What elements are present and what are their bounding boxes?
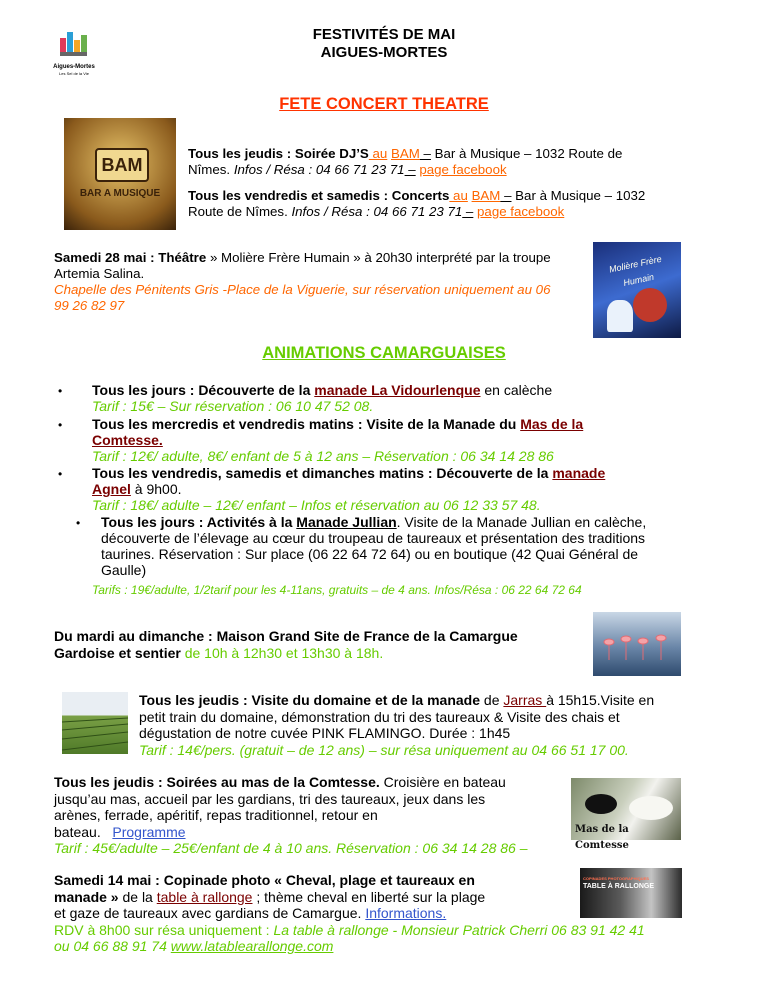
- section-title-fete: FETE CONCERT THEATRE: [279, 95, 489, 113]
- anim-item-1: [92, 382, 692, 414]
- anim-item-3: [92, 465, 692, 513]
- copinade-line2c: ; thème cheval en liberté sur la plage: [252, 888, 486, 905]
- anim-4-line4: Gaulle): [101, 562, 147, 578]
- dash: –: [500, 188, 512, 203]
- copinade-line4b: La table à rallonge - Monsieur Patrick Cherri 06 83 91 42 41: [273, 921, 645, 938]
- anim-4-tail: . Visite de la Manade Jullian en calèche,: [396, 514, 647, 530]
- bam-vendredis-line2: Route de Nîmes.: [188, 204, 292, 219]
- vineyard-icon: [62, 692, 128, 754]
- theatre-rest: » Molière Frère Humain » à 20h30 interprété par la troupe: [206, 250, 551, 265]
- anim-4-line2: découverte de l’élevage au cœur du troupeau de taureaux et présentation des traditions: [101, 530, 646, 546]
- anim-2-lead: Tous les mercredis et vendredis matins : Visite de la Manade du: [92, 416, 517, 432]
- vineyard-image: [62, 692, 128, 754]
- jarras-line3: dégustation de notre cuvée PINK FLAMINGO. Durée : 1h45: [139, 725, 511, 741]
- anim-4-tarif: Tarifs : 19€/adulte, 1/2tarif pour les 4-11ans, gratuits – de 4 ans. Infos/Résa : 06 22 64 72 64: [92, 583, 582, 597]
- anim-item-2: [92, 416, 692, 464]
- comtesse-line3: arènes, ferrade, apéritif, repas traditionnel, retour en: [54, 807, 378, 823]
- comtesse-link-2[interactable]: Comtesse.: [92, 432, 163, 448]
- page-subtitle: AIGUES-MORTES: [320, 44, 448, 61]
- bam-jeudis-infos: Infos / Résa : 04 66 71 23 71: [233, 162, 405, 177]
- anim-4-line3: taurines. Réservation : Sur place (06 22 64 72 64) ou en boutique (42 Quai Général de: [101, 546, 639, 562]
- bullet-icon: •: [58, 418, 63, 432]
- theatre-lead: Samedi 28 mai : Théâtre: [54, 250, 207, 265]
- table-rallonge-link[interactable]: table à rallonge: [156, 888, 253, 905]
- informations-link[interactable]: Informations.: [365, 905, 447, 921]
- theatre-location: Chapelle des Pénitents Gris -Place de la Viguerie, sur réservation uniquement au 06: [54, 282, 551, 297]
- anim-1-tarif: Tarif : 15€ – Sur réservation : 06 10 47 52 08.: [92, 398, 374, 414]
- maison-hours: de 10h à 12h30 et 13h30 à 18h.: [180, 645, 384, 661]
- bam-image-caption: BAR A MUSIQUE: [79, 188, 161, 199]
- theatre-phone: 99 26 82 97: [54, 298, 125, 313]
- comtesse-image: [571, 778, 681, 851]
- copinade-line1: Samedi 14 mai : Copinade photo « Cheval, plage et taureaux en: [54, 872, 475, 888]
- bam-link[interactable]: BAM: [391, 146, 420, 161]
- jarras-tail: à 15h15.Visite en: [546, 692, 655, 708]
- jarras-block: [139, 692, 719, 758]
- bam-vendredis-infos: Infos / Résa : 04 66 71 23 71: [291, 204, 463, 219]
- jarras-line2: petit train du domaine, démonstration du tri des taureaux & Visite des chais et: [139, 708, 620, 725]
- jarras-tarif: Tarif : 14€/pers. (gratuit – de 12 ans) – sur résa uniquement au 04 66 51 17 00.: [139, 741, 629, 758]
- website-link[interactable]: www.latablearallonge.com: [170, 938, 334, 954]
- jarras-link[interactable]: Jarras: [503, 692, 547, 708]
- maison-line2: Gardoise et sentier: [54, 645, 181, 661]
- flamingo-image: [593, 612, 681, 676]
- comtesse-block: [54, 774, 574, 840]
- vidourlenque-link[interactable]: manade La Vidourlenque: [314, 382, 481, 398]
- bullet-icon: •: [58, 467, 63, 481]
- copinade-line4a: RDV à 8h00 sur résa uniquement :: [54, 921, 274, 938]
- table-rallonge-image: [580, 868, 682, 918]
- comtesse-lead: Tous les jeudis : Soirées au mas de la Comtesse.: [54, 774, 380, 790]
- bam-jeudis-au: au: [368, 146, 388, 161]
- comtesse-line2: jusqu’au mas, accueil par les gardians, tri des taureaux, jeux dans les: [54, 790, 486, 807]
- anim-3-lead: Tous les vendredis, samedis et dimanches matins : Découverte de la: [92, 465, 549, 481]
- bam-jeudis-lead: Tous les jeudis : Soirée DJ’S: [188, 146, 369, 161]
- facebook-link[interactable]: page facebook: [419, 162, 507, 177]
- agnel-link[interactable]: manade: [552, 465, 606, 481]
- bam-vendredis-au: au: [449, 188, 468, 203]
- bam-vendredis-lead: Tous les vendredis et samedis : Concerts: [188, 188, 450, 203]
- comtesse-line4: bateau.: [54, 823, 101, 840]
- anim-4-lead: Tous les jours : Activités à la: [101, 514, 293, 530]
- bam-vendredis: [188, 188, 708, 220]
- flamingo-icon: [593, 612, 681, 676]
- anim-1-tail: en calèche: [480, 382, 553, 398]
- bam-image: [64, 118, 176, 230]
- dash: –: [462, 204, 474, 219]
- poster-title: Molière Frère Humain: [608, 253, 663, 288]
- bam-jeudis-rest: Bar à Musique – 1032 Route de: [430, 146, 623, 161]
- anim-1-lead: Tous les jours : Découverte de la: [92, 382, 311, 398]
- logo-tagline: Les Sel de la Vie: [59, 71, 89, 76]
- jarras-lead: Tous les jeudis : Visite du domaine et de la manade: [139, 692, 481, 708]
- bam-jeudis: [188, 146, 708, 178]
- copinade-line2a: manade »: [54, 888, 119, 905]
- theatre-poster: [593, 242, 681, 338]
- bam-link[interactable]: BAM: [471, 188, 501, 203]
- programme-link[interactable]: Programme: [112, 823, 186, 840]
- copinade-line2b: de la: [118, 888, 157, 905]
- bam-vendredis-rest: Bar à Musique – 1032: [511, 188, 646, 203]
- rallonge-image-title: TABLE À RALLONGE: [583, 883, 655, 890]
- page-title: FESTIVITÉS DE MAI: [312, 26, 456, 43]
- maison-block: [54, 628, 594, 662]
- dash: –: [419, 146, 431, 161]
- comtesse-tarif: Tarif : 45€/adulte – 25€/enfant de 4 à 10 ans. Réservation : 06 34 14 28 86 –: [54, 840, 528, 856]
- bam-image-title: BAM: [95, 148, 149, 182]
- bam-jeudis-line2: Nîmes.: [188, 162, 234, 177]
- comtesse-tail: Croisière en bateau: [379, 774, 506, 790]
- jullian-link[interactable]: Manade Jullian: [296, 514, 397, 530]
- comtesse-link[interactable]: Mas de la: [520, 416, 584, 432]
- rallonge-image-top: COPINADES PHOTOGRAPHIQUES: [583, 876, 649, 881]
- anim-item-4: [101, 514, 721, 578]
- section-title-camargue: ANIMATIONS CAMARGUAISES: [262, 344, 506, 362]
- comtesse-image-caption: Mas de la Comtesse: [575, 824, 629, 851]
- anim-3-tail: à 9h00.: [130, 481, 182, 497]
- logo-title: Aigues-Mortes: [53, 64, 95, 70]
- anim-3-tarif: Tarif : 18€/ adulte – 12€/ enfant – Infos et réservation au 06 12 33 57 48.: [92, 497, 541, 513]
- copinade-line5a: ou 04 66 88 91 74: [54, 938, 171, 954]
- jarras-de: de: [480, 692, 504, 708]
- anim-2-tarif: Tarif : 12€/ adulte, 8€/ enfant de 5 à 12 ans – Réservation : 06 34 14 28 86: [92, 448, 554, 464]
- theatre-troupe: Artemia Salina.: [54, 266, 145, 281]
- copinade-line3: et gaze de taureaux avec gardians de Camargue.: [54, 905, 362, 921]
- facebook-link[interactable]: page facebook: [477, 204, 565, 219]
- dash: –: [404, 162, 416, 177]
- theatre-block: [54, 250, 604, 314]
- maison-line1: Du mardi au dimanche : Maison Grand Site de France de la Camargue: [54, 628, 518, 644]
- agnel-link-2[interactable]: Agnel: [92, 481, 131, 497]
- bullet-icon: •: [58, 384, 63, 398]
- bullet-icon: •: [76, 516, 81, 530]
